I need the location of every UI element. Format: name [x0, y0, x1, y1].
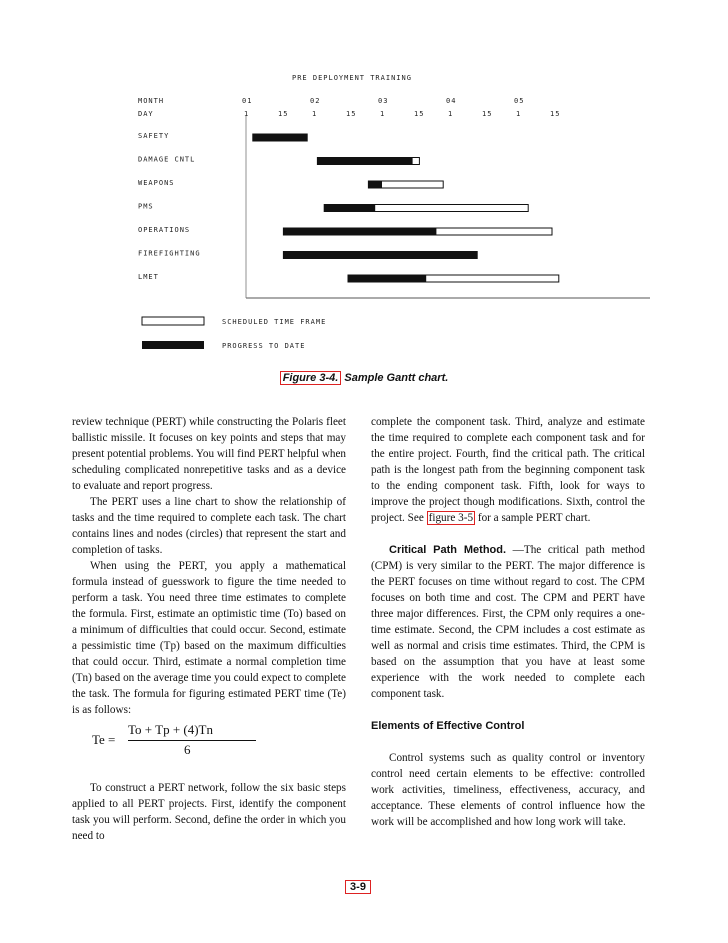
legend [142, 317, 326, 350]
month-row-label: MONTH [138, 97, 165, 105]
cpm-paragraph [371, 542, 645, 702]
task-label: OPERATIONS [138, 226, 191, 234]
progress-bar [324, 205, 375, 212]
day-tick-label: 1 [312, 110, 318, 118]
task-label: WEAPONS [138, 179, 175, 187]
left-paragraph-1: review technique (PERT) while constructing the Polaris fleet ballistic missile. It focuses on key points and steps that may present potential problems. You will find PERT helpful when scheduling complicated nonrepetitive tasks and as a device to evaluate and report progress. [72, 416, 346, 492]
formula-numerator: To + Tp + (4)Tn [128, 722, 214, 737]
figure-ref-link[interactable]: Figure 3-4. [280, 371, 342, 385]
task-label: FIREFIGHTING [138, 249, 201, 258]
day-tick-label: 15 [414, 110, 425, 118]
left-column [72, 414, 346, 844]
day-tick-label: 1 [244, 110, 250, 118]
month-tick-label: 01 [242, 97, 253, 105]
figure-3-5-link[interactable]: figure 3-5 [428, 512, 474, 524]
page-number: 3-9 [345, 880, 371, 894]
progress-bar [283, 252, 477, 259]
progress-bar [368, 181, 382, 188]
month-tick-label: 05 [514, 97, 525, 105]
day-tick-label: 15 [550, 110, 561, 118]
caption-text: Sample Gantt chart. [341, 372, 449, 384]
right-paragraph-1 [371, 414, 645, 526]
task-rows [138, 132, 559, 282]
month-tick-label: 04 [446, 97, 457, 105]
right-paragraph-3: Control systems such as quality control or inventory control need certain elements to be effective: controlled work activities, timeliness, effectiveness, accuracy, and acceptance. These elements of control influence how the work will be accomplished and how long work will take. [371, 752, 645, 828]
day-tick-label: 15 [278, 110, 289, 118]
cpm-heading: Critical Path Method. [389, 544, 507, 556]
fraction-bar [128, 740, 256, 741]
left-paragraph-4: To construct a PERT network, follow the six basic steps applied to all PERT projects. First, identify the component task you will perform. Second, define the order in which you need to [72, 782, 346, 842]
day-tick-label: 15 [482, 110, 493, 118]
month-tick-label: 02 [310, 97, 321, 105]
left-paragraph-2: The PERT uses a line chart to show the relationship of tasks and the time required to complete each task. The chart contains lines and nodes (circles) that represent the start and completion of tasks. [72, 496, 346, 556]
progress-bar [253, 134, 307, 141]
task-label: LMET [138, 273, 159, 281]
month-tick-labels [242, 97, 524, 105]
progress-bar [283, 228, 436, 235]
pert-formula [72, 722, 346, 772]
chart-title: PRE DEPLOYMENT TRAINING [292, 74, 412, 82]
right-column [371, 414, 645, 830]
day-tick-label: 15 [346, 110, 357, 118]
task-label: DAMAGE CNTL [138, 155, 196, 164]
formula-denominator: 6 [184, 742, 191, 757]
left-paragraph-3: When using the PERT, you apply a mathematical formula instead of guesswork to figure the time needed to perform a task. You need three time estimates to complete the formula. First, estimate an optimistic time (To) based on a minimum of difficulties that could occur. Second, estimate a pessimistic time (Tp) based on the maximum difficulties that could occur. Third, estimate a normal completion time (Tn) based on the average time you could expect to complete the task. The formula for figuring estimated PERT time (Te) is as follows: [72, 560, 346, 716]
month-tick-label: 03 [378, 97, 389, 105]
figure-caption [0, 372, 728, 384]
legend-progress-label: PROGRESS TO DATE [222, 342, 306, 350]
legend-scheduled-label: SCHEDULED TIME FRAME [222, 318, 327, 326]
day-row-label: DAY [138, 110, 154, 118]
cpm-text: —The critical path method (CPM) is very similar to the PERT. The major difference is the PERT focuses on time without regard to cost. The CPM focuses on both time and cost. The CPM and PERT have three major differences. First, the CPM only requires a one-time estimate. Second, the CPM includes a cost estimate as well as normal and crisis time estimates. Third, the CPM is based on the assumption that you have at least some experience with the work needed to complete each component task. [371, 544, 645, 700]
task-label: PMS [138, 202, 154, 211]
task-label: SAFETY [138, 132, 170, 140]
day-tick-label: 1 [448, 110, 454, 118]
legend-scheduled-swatch [142, 317, 204, 325]
day-tick-labels [244, 110, 560, 118]
legend-progress-swatch [142, 341, 204, 349]
section-heading: Elements of Effective Control [371, 720, 525, 732]
right-paragraph-1-text: complete the component task. Third, analyze and estimate the time required to complete each component task and for the entire project. Fourth, find the critical path. The critical path is the longest path from the beginning component task to the ending component task. Fifth, look for ways to improve the project though modifications. Sixth, control the project. See [371, 416, 645, 524]
progress-bar [348, 275, 426, 282]
right-paragraph-1-end: for a sample PERT chart. [475, 512, 591, 524]
gantt-chart [0, 0, 728, 380]
day-tick-label: 1 [380, 110, 386, 118]
day-tick-label: 1 [516, 110, 522, 118]
progress-bar [317, 158, 412, 165]
formula-lhs: Te = [92, 732, 116, 747]
